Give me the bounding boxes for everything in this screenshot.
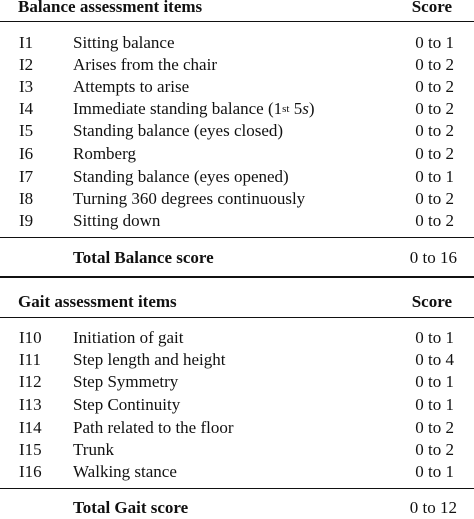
table-row bbox=[0, 188, 474, 210]
item-id: I9 bbox=[19, 211, 34, 230]
balance-header-score: Score bbox=[411, 0, 452, 16]
table-row bbox=[0, 210, 474, 232]
item-name: Path related to the floor bbox=[73, 418, 234, 437]
item-name: Walking stance bbox=[73, 462, 177, 481]
item-name: Step length and height bbox=[73, 350, 226, 369]
item-score: 0 to 1 bbox=[415, 372, 454, 391]
gait-total-score: 0 to 12 bbox=[409, 498, 457, 517]
balance-header-title: Balance assessment items bbox=[18, 0, 203, 16]
item-score: 0 to 2 bbox=[415, 144, 454, 163]
item-name-close: ) bbox=[308, 99, 315, 118]
item-id: I4 bbox=[19, 99, 34, 118]
item-id: I5 bbox=[19, 121, 34, 140]
item-name: Standing balance (eyes opened) bbox=[73, 167, 289, 186]
balance-total-row bbox=[0, 247, 474, 269]
item-score: 0 to 2 bbox=[415, 211, 454, 230]
table-row bbox=[0, 120, 474, 142]
table-row bbox=[0, 417, 474, 439]
gait-header-row bbox=[0, 291, 474, 313]
item-score: 0 to 2 bbox=[415, 189, 454, 208]
item-name-superscript: st bbox=[282, 103, 290, 115]
item-name-unit: s bbox=[302, 99, 309, 118]
gait-total-rule bbox=[0, 488, 474, 489]
balance-total-score: 0 to 16 bbox=[409, 248, 457, 267]
item-score: 0 to 2 bbox=[415, 121, 454, 140]
balance-header-rule bbox=[0, 21, 474, 22]
item-name: Sitting balance bbox=[73, 33, 175, 52]
item-name bbox=[73, 98, 315, 120]
item-score: 0 to 1 bbox=[415, 395, 454, 414]
gait-total-row bbox=[0, 497, 474, 519]
item-id: I11 bbox=[19, 350, 42, 369]
item-id: I2 bbox=[19, 55, 34, 74]
table-row bbox=[0, 54, 474, 76]
item-id: I8 bbox=[19, 189, 34, 208]
item-score: 0 to 2 bbox=[415, 418, 454, 437]
item-score: 0 to 1 bbox=[415, 462, 454, 481]
item-id: I10 bbox=[19, 328, 42, 347]
item-score: 0 to 1 bbox=[415, 167, 454, 186]
table-row bbox=[0, 32, 474, 54]
item-id: I12 bbox=[19, 372, 42, 391]
table-row bbox=[0, 166, 474, 188]
item-name-text: Immediate standing balance (1 bbox=[73, 99, 283, 118]
item-id: I15 bbox=[19, 440, 42, 459]
item-score: 0 to 2 bbox=[415, 440, 454, 459]
item-id: I16 bbox=[19, 462, 42, 481]
item-name: Trunk bbox=[73, 440, 114, 459]
section-divider-rule bbox=[0, 276, 474, 278]
item-id: I1 bbox=[19, 33, 34, 52]
item-id: I14 bbox=[19, 418, 42, 437]
item-name: Attempts to arise bbox=[73, 77, 190, 96]
item-name: Romberg bbox=[73, 144, 136, 163]
item-score: 0 to 1 bbox=[415, 33, 454, 52]
table-row bbox=[0, 439, 474, 461]
item-score: 0 to 2 bbox=[415, 55, 454, 74]
item-name-text-2: 5 bbox=[289, 99, 303, 118]
table-row bbox=[0, 371, 474, 393]
item-name: Step Symmetry bbox=[73, 372, 179, 391]
table-row bbox=[0, 394, 474, 416]
item-name: Turning 360 degrees continuously bbox=[73, 189, 306, 208]
table-row bbox=[0, 349, 474, 371]
item-score: 0 to 2 bbox=[415, 77, 454, 96]
table-row bbox=[0, 98, 474, 120]
item-name: Sitting down bbox=[73, 211, 161, 230]
gait-header-rule bbox=[0, 317, 474, 318]
gait-header-score: Score bbox=[411, 292, 452, 311]
table-row bbox=[0, 143, 474, 165]
gait-total-label: Total Gait score bbox=[73, 498, 189, 517]
item-name: Arises from the chair bbox=[73, 55, 217, 74]
item-score: 0 to 2 bbox=[415, 99, 454, 118]
table-row bbox=[0, 327, 474, 349]
table-row bbox=[0, 76, 474, 98]
item-name: Standing balance (eyes closed) bbox=[73, 121, 284, 140]
item-id: I13 bbox=[19, 395, 42, 414]
balance-header-row bbox=[0, 0, 474, 18]
item-name: Step Continuity bbox=[73, 395, 181, 414]
balance-total-label: Total Balance score bbox=[73, 248, 214, 267]
item-id: I7 bbox=[19, 167, 34, 186]
balance-total-rule bbox=[0, 237, 474, 238]
item-id: I3 bbox=[19, 77, 34, 96]
item-name: Initiation of gait bbox=[73, 328, 184, 347]
gait-header-title: Gait assessment items bbox=[18, 292, 177, 311]
item-id: I6 bbox=[19, 144, 34, 163]
item-score: 0 to 4 bbox=[415, 350, 454, 369]
table-row bbox=[0, 461, 474, 483]
item-score: 0 to 1 bbox=[415, 328, 454, 347]
